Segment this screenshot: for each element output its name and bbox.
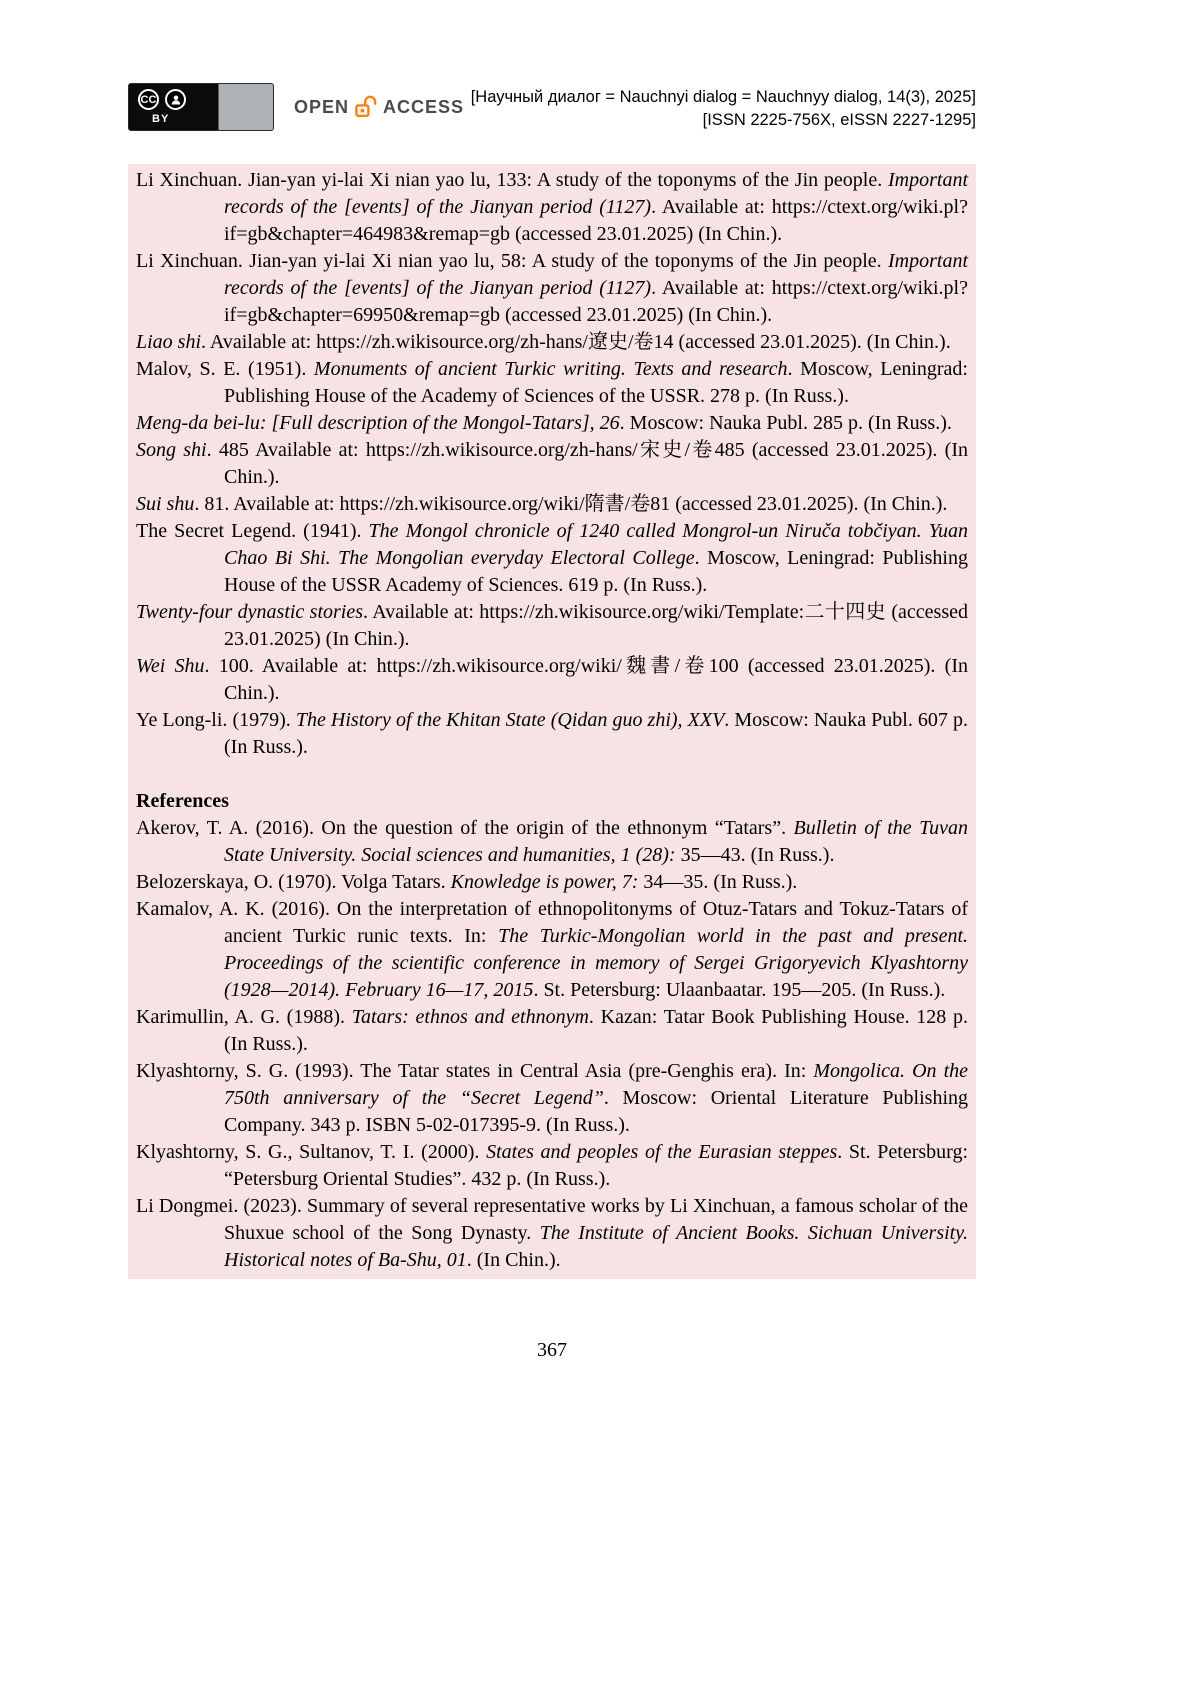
reference-entry: Karimullin, A. G. (1988). Tatars: ethnos and ethnonym. Kazan: Tatar Book Publishing House. 128 p. (In Russ.). xyxy=(136,1006,968,1055)
reference-entry: Meng-da bei-lu: [Full description of the Mongol-Tatars], 26. Moscow: Nauka Publ. 285 p. (In Russ.). xyxy=(136,412,952,434)
reference-entry: Ye Long-li. (1979). The History of the Khitan State (Qidan guo zhi), XXV. Moscow: Nauka Publ. 607 p. (In Russ.). xyxy=(136,709,968,758)
cc-by-badge xyxy=(128,83,274,131)
page-number: 367 xyxy=(537,1339,567,1361)
journal-info xyxy=(471,83,976,132)
reference-entry: Li Dongmei. (2023). Summary of several representative works by Li Xinchuan, a famous scholar of the Shuxue school of the Song Dynasty. The Institute of Ancient Books. Sichuan University. Historical notes of Ba-Shu, 01. (In Chin.). xyxy=(136,1195,969,1271)
journal-issn-line: [ISSN 2225-756X, eISSN 2227-1295] xyxy=(702,111,976,129)
reference-entry: Klyashtorny, S. G., Sultanov, T. I. (2000). States and peoples of the Eurasian steppes. St. Petersburg: “Petersburg Oriental Studies”. 432 p. (In Russ.). xyxy=(136,1141,969,1190)
person-icon xyxy=(165,89,186,110)
reference-entry: Belozerskaya, O. (1970). Volga Tatars. Knowledge is power, 7: 34—35. (In Russ.). xyxy=(136,871,798,893)
journal-title-line: [Научный диалог = Nauchnyi dialog = Nauchnyy dialog, 14(3), 2025] xyxy=(470,88,976,106)
journal-page xyxy=(128,0,976,1362)
license-badges xyxy=(128,83,464,131)
bibliography-section xyxy=(136,167,968,761)
reference-entry: Li Xinchuan. Jian-yan yi-lai Xi nian yao lu, 58: A study of the toponyms of the Jin people. Important records of the [events] of the Jianyan period (1127). Available at: https://ctext.org/wiki.pl?if=gb&chapter=69950&remap=gb (accessed 23.01.2025) (In Chin.). xyxy=(136,250,968,326)
open-access-logo xyxy=(294,94,464,120)
cc-icon: CC xyxy=(138,89,159,110)
reference-entry: Sui shu. 81. Available at: https://zh.wikisource.org/wiki/隋書/卷81 (accessed 23.01.2025). (In Chin.). xyxy=(136,493,948,515)
reference-entry: Klyashtorny, S. G. (1993). The Tatar states in Central Asia (pre-Genghis era). In: Mongolica. On the 750th anniversary of the “Secret Legend”. Moscow: Oriental Literature Publishing Company. 343 p. ISBN 5-02-017395-9. (In Russ.). xyxy=(136,1060,969,1136)
page-header xyxy=(128,83,976,132)
reference-entry: Song shi. 485 Available at: https://zh.wikisource.org/zh-hans/宋史/卷485 (accessed 23.01.2025). (In Chin.). xyxy=(136,439,969,488)
open-access-word-access: ACCESS xyxy=(383,96,465,117)
reference-entry: Kamalov, A. K. (2016). On the interpretation of ethnopolitonyms of Otuz-Tatars and Tokuz-Tatars of ancient Turkic runic texts. In: The Turkic-Mongolian world in the past and present. Proceedings of the scientific conference in memory of Sergei Grigoryevich Klyashtorny (1928—2014). February 16—17, 2015. St. Petersburg: Ulaanbaatar. 195—205. (In Russ.). xyxy=(136,898,968,1001)
cc-by-label: BY xyxy=(152,113,170,125)
references-heading: References xyxy=(136,790,229,812)
reference-entry: Twenty-four dynastic stories. Available at: https://zh.wikisource.org/wiki/Template:二十四史 (accessed 23.01.2025) (In Chin.). xyxy=(136,601,968,650)
reference-entry: Akerov, T. A. (2016). On the question of the origin of the ethnonym “Tatars”. Bulletin of the Tuvan State University. Social sciences and humanities, 1 (28): 35—43. (In Russ.). xyxy=(136,817,968,866)
reference-entry: Malov, S. E. (1951). Monuments of ancient Turkic writing. Texts and research. Moscow, Leningrad: Publishing House of the Academy of Sciences of the USSR. 278 p. (In Russ.). xyxy=(136,358,968,407)
reference-entry: Li Xinchuan. Jian-yan yi-lai Xi nian yao lu, 133: A study of the toponyms of the Jin people. Important records of the [events] of the Jianyan period (1127). Available at: https://ctext.org/wiki.pl?if=gb&chapter=464983&remap=gb (accessed 23.01.2025) (In Chin.). xyxy=(136,169,968,245)
open-access-word-open: OPEN xyxy=(294,96,350,117)
references-content xyxy=(128,164,976,1279)
reference-entry: Liao shi. Available at: https://zh.wikisource.org/zh-hans/遼史/卷14 (accessed 23.01.2025). (In Chin.). xyxy=(136,331,951,353)
reference-entry: Wei Shu. 100. Available at: https://zh.wikisource.org/wiki/魏書/卷100 (accessed 23.01.2025). (In Chin.). xyxy=(136,655,968,704)
page-footer xyxy=(128,1339,976,1362)
reference-entry: The Secret Legend. (1941). The Mongol chronicle of 1240 called Mongrol-un Niruča tobčiyan. Yuan Chao Bi Shi. The Mongolian everyday Electoral College. Moscow, Leningrad: Publishing House of the USSR Academy of Sciences. 619 p. (In Russ.). xyxy=(136,520,969,596)
open-lock-icon xyxy=(354,94,378,120)
references-section xyxy=(136,815,968,1274)
cc-badge-icons xyxy=(138,89,273,110)
